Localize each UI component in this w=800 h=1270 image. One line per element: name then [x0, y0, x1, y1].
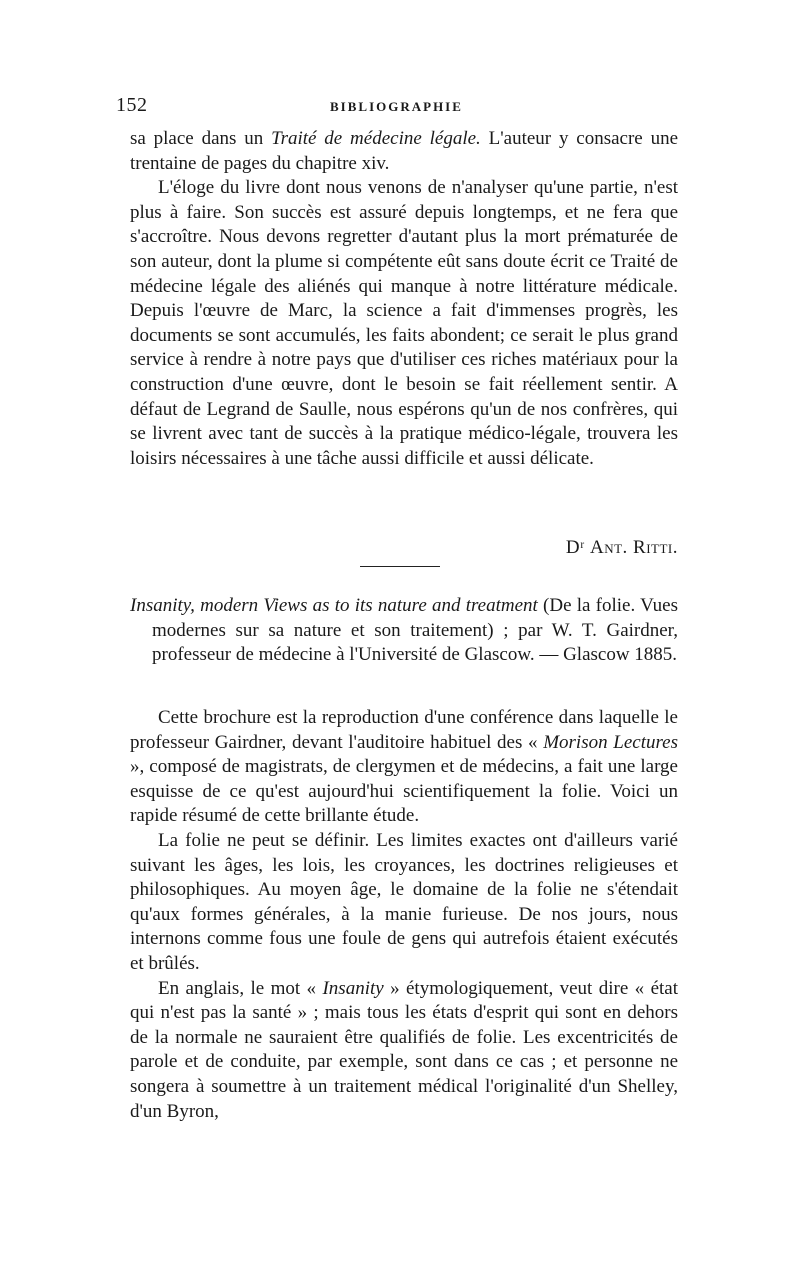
section-divider: [360, 566, 440, 567]
signature-name: Ant. Ritti.: [589, 537, 678, 558]
text-run: En anglais, le mot «: [158, 977, 323, 999]
paragraph: La folie ne peut se définir. Les limites exactes ont d'ailleurs varié suivant les âges, les lois, les croyances, les doctrines religieuses et philosophiques. Au moyen âge, le domaine de la folie ne s'étendait qu'aux formes générales, à la manie furieuse. De nos jours, nous internons comme fous une foule de gens qui autrefois étaient exécutés et brûlés.: [130, 829, 678, 974]
page-number: 152: [116, 94, 148, 116]
paragraph: [130, 706, 678, 829]
text-run: » étymologiquement, veut dire « état qui n'est pas la santé » ; mais tous les états d'esprit qui sont en dehors de la normale ne sauraient être qualifiés de folie. Les excentricités de parole et de conduite, par exemple, sont dans ce cas ; et personne ne songera à soumettre à un traitement médical l'originalité d'un Shelley, d'un Byron,: [130, 977, 678, 1122]
review-ending: [130, 127, 678, 471]
signature: [566, 537, 678, 559]
term-italic: Insanity: [322, 977, 384, 999]
paragraph: [130, 977, 678, 1125]
book-title-italic: Traité de médecine légale.: [271, 128, 481, 149]
lecture-name-italic: Morison Lectures: [543, 731, 678, 753]
paragraph: [130, 127, 678, 176]
paragraph: L'éloge du livre dont nous venons de n'analyser qu'une partie, n'est plus à faire. Son succès est assuré depuis longtemps, et ne fera que s'accroître. Nous devons regretter d'autant plus la mort prématurée de son auteur, dont la plume si compétente eût sans doute écrit ce Traité de médecine légale des aliénés qui manque à notre littérature médicale. Depuis l'œuvre de Marc, la science a fait d'immenses progrès, les documents se sont accumulés, les faits abondent; ce serait le plus grand service à rendre à notre pays que d'utiliser ces riches matériaux pour la construction d'une œuvre, dont le besoin se fait réellement sentir. A défaut de Legrand de Saulle, nous espérons qu'un de nos confrères, qui se livrent avec tant de succès à la pratique médico-légale, trouvera les loisirs nécessaires à une tâche aussi difficile et aussi délicate.: [130, 177, 678, 469]
reference-details: (De la folie. Vues modernes sur sa nature et son traitement) ; par W. T. Gairdner, professeur de médecine à l'Université de Glascow. — Glascow 1885.: [152, 595, 679, 666]
page-header: [116, 94, 678, 118]
text-run: sa place dans un: [130, 128, 272, 149]
running-head: BIBLIOGRAPHIE: [330, 99, 463, 114]
text-run: L'auteur y consacre une trentaine de pages du chapitre xiv.: [130, 128, 679, 174]
text-run: », composé de magistrats, de clergymen et de médecins, a fait une large esquisse de ce qu'est aujourd'hui scientifiquement la folie. Voici un rapide résumé de cette brillante étude.: [130, 756, 678, 827]
bibliographic-reference: [130, 594, 678, 668]
review-body: [130, 706, 678, 1124]
reference-title: Insanity, modern Views as to its nature and treatment: [130, 595, 538, 616]
text-run: Cette brochure est la reproduction d'une conférence dans laquelle le professeur Gairdner, devant l'auditoire habituel des «: [130, 707, 678, 753]
signature-prefix: Dʳ: [565, 537, 585, 558]
